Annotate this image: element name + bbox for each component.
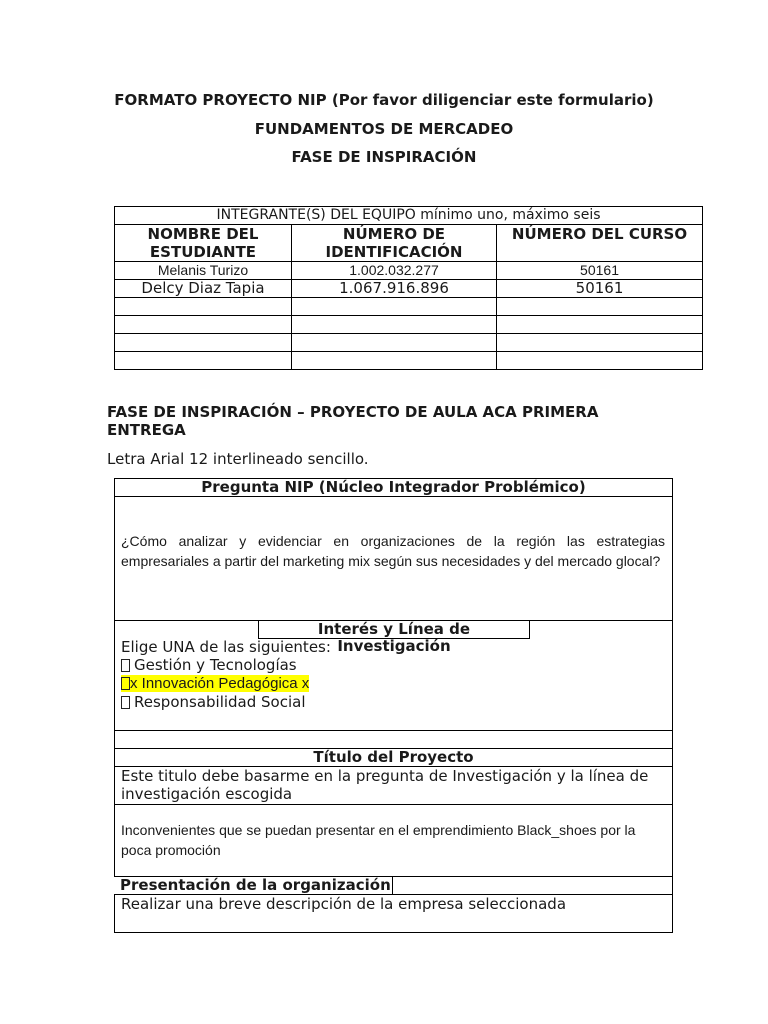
table-row <box>115 334 703 352</box>
course-number-cell: 50161 <box>497 262 703 280</box>
course-title: FUNDAMENTOS DE MERCADEO <box>254 120 514 138</box>
checkbox-icon[interactable] <box>121 677 130 690</box>
table-row <box>115 298 703 316</box>
section-heading: FASE DE INSPIRACIÓN – PROYECTO DE AULA ACA PRIMERA ENTREGA <box>107 403 599 439</box>
student-id-cell <box>292 334 497 352</box>
course-number-cell <box>497 316 703 334</box>
course-number-cell: 50161 <box>497 280 703 298</box>
option-label: x Innovación Pedagógica x <box>130 675 310 692</box>
titulo-instruction: Este titulo debe basarme en la pregunta de Investigación y la línea de investigación escogida <box>121 767 649 803</box>
table-row <box>115 352 703 370</box>
course-number-cell <box>497 352 703 370</box>
student-id-cell: 1.002.032.277 <box>292 262 497 280</box>
option-label: Responsabilidad Social <box>134 693 306 711</box>
checkbox-icon[interactable] <box>121 659 130 672</box>
organizacion-title: Presentación de la organización <box>114 876 393 895</box>
student-id-cell <box>292 316 497 334</box>
student-id-cell <box>292 298 497 316</box>
student-id-cell <box>292 352 497 370</box>
student-name-cell: Delcy Diaz Tapia <box>115 280 292 298</box>
course-number-cell <box>497 334 703 352</box>
table-row <box>115 262 703 280</box>
interes-prompt: Elige UNA de las siguientes: <box>121 638 331 656</box>
format-note: Letra Arial 12 interlineado sencillo. <box>107 450 369 468</box>
spacer-row <box>114 730 673 749</box>
organizacion-instruction: Realizar una breve descripción de la empresa seleccionada <box>121 895 567 913</box>
table-row <box>115 280 703 298</box>
student-name-cell <box>115 334 292 352</box>
checkbox-icon[interactable] <box>121 696 130 709</box>
team-table <box>114 206 703 370</box>
pregunta-text: ¿Cómo analizar y evidenciar en organizaciones de la región las estrategias empresariales a partir del marketing mix según sus necesidades y del mercado glocal? <box>121 533 665 569</box>
table-row <box>115 316 703 334</box>
student-name-cell <box>115 352 292 370</box>
course-number-cell <box>497 298 703 316</box>
phase-title: FASE DE INSPIRACIÓN <box>291 148 477 166</box>
pregunta-title: Pregunta NIP (Núcleo Integrador Problémico) <box>114 478 673 497</box>
column-header-course: NÚMERO DEL CURSO <box>497 225 703 262</box>
option-gestion[interactable] <box>121 656 297 674</box>
titulo-title: Título del Proyecto <box>114 748 673 767</box>
column-header-name: NOMBRE DEL ESTUDIANTE <box>115 225 292 262</box>
option-responsabilidad[interactable] <box>121 693 306 711</box>
titulo-answer: Inconvenientes que se puedan presentar en el emprendimiento Black_shoes por la poca promoción <box>121 822 636 858</box>
student-name-cell <box>115 316 292 334</box>
student-name-cell <box>115 298 292 316</box>
team-table-caption: INTEGRANTE(S) DEL EQUIPO mínimo uno, máximo seis <box>115 207 703 225</box>
student-id-cell: 1.067.916.896 <box>292 280 497 298</box>
row-divider <box>114 804 673 805</box>
column-header-id: NÚMERO DE IDENTIFICACIÓN <box>292 225 497 262</box>
form-title: FORMATO PROYECTO NIP (Por favor diligenciar este formulario) <box>114 91 654 109</box>
option-innovacion[interactable] <box>121 675 309 693</box>
interes-title: Interés y Línea de Investigación <box>258 620 530 639</box>
student-name-cell: Melanis Turizo <box>115 262 292 280</box>
option-label: Gestión y Tecnologías <box>134 656 297 674</box>
